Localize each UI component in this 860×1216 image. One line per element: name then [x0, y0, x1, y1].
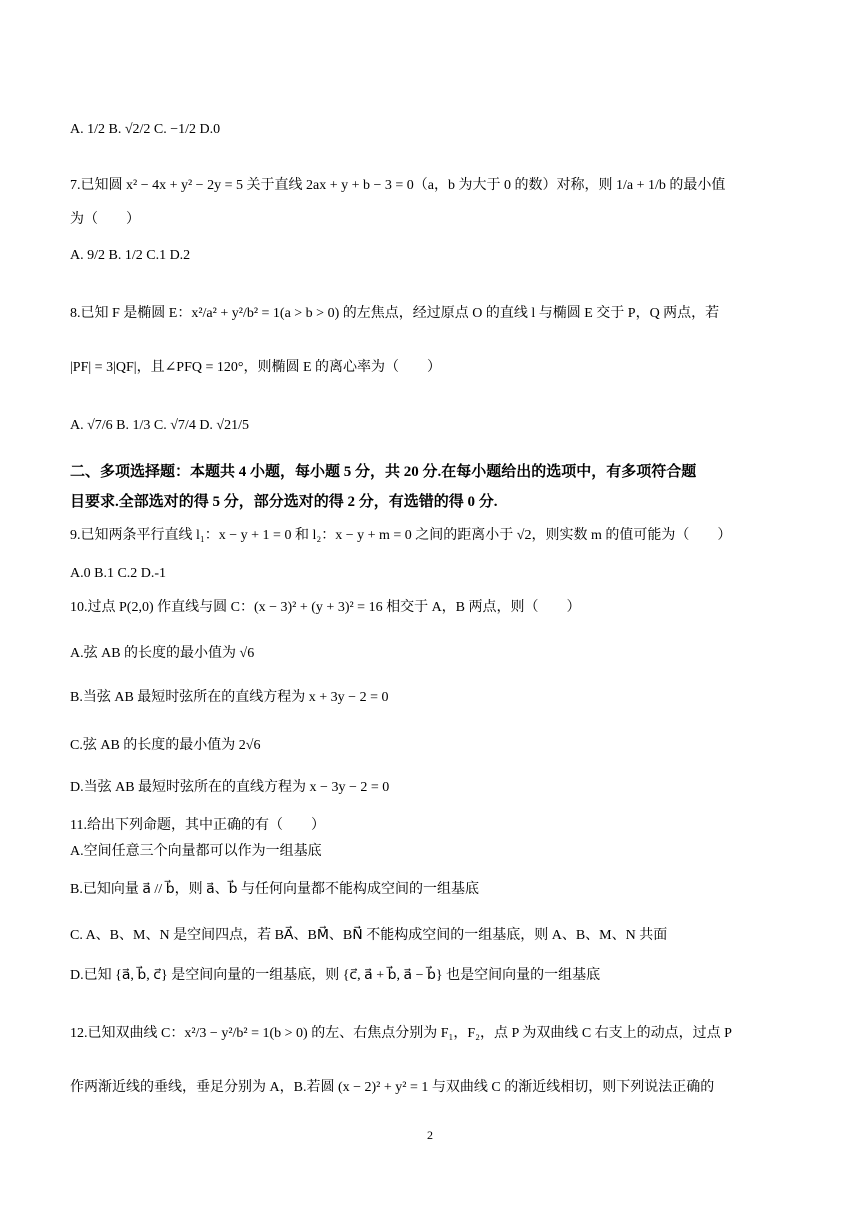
- line-23: 作两渐近线的垂线，垂足分别为 A，B.若圆 (x − 2)² + y² = 1 与双曲线 C 的渐近线相切，则下列说法正确的: [70, 1080, 715, 1095]
- line-6: |PF| = 3|QF|，且∠PFQ = 120°，则椭圆 E 的离心率为（ ）: [70, 360, 442, 375]
- line-13: A.弦 AB 的长度的最小值为 √6: [70, 646, 255, 661]
- line-3: 为（ ）: [70, 212, 140, 227]
- line-14: B.当弦 AB 最短时弦所在的直线方程为 x + 3y − 2 = 0: [70, 690, 389, 705]
- line-19: B.已知向量 a⃗ // b⃗，则 a⃗、b⃗ 与任何向量都不能构成空间的一组基底: [70, 882, 480, 897]
- line-1: A. 1/2 B. √2/2 C. −1/2 D.0: [70, 122, 221, 137]
- line-20: C. A、B、M、N 是空间四点，若 BA⃗、BM⃗、BN⃗ 不能构成空间的一组基底，则 A、B、M、N 共面: [70, 928, 668, 943]
- line-12: 10.过点 P(2,0) 作直线与圆 C：(x − 3)² + (y + 3)² = 16 相交于 A，B 两点，则（ ）: [70, 600, 581, 615]
- section-title-2: 目要求.全部选对的得 5 分，部分选对的得 2 分，有选错的得 0 分.: [70, 494, 498, 510]
- line-7: A. √7/6 B. 1/3 C. √7/4 D. √21/5: [70, 418, 250, 433]
- line-16: D.当弦 AB 最短时弦所在的直线方程为 x − 3y − 2 = 0: [70, 780, 390, 795]
- line-2: 7.已知圆 x² − 4x + y² − 2y = 5 关于直线 2ax + y + b − 3 = 0（a，b 为大于 0 的数）对称，则 1/a + 1/b 的最小值: [70, 178, 726, 193]
- line-17: 11.给出下列命题，其中正确的有（ ）: [70, 818, 325, 833]
- line-15: C.弦 AB 的长度的最小值为 2√6: [70, 738, 261, 753]
- line-10: 9.已知两条平行直线 l₁：x − y + 1 = 0 和 l₂：x − y + m = 0 之间的距离小于 √2，则实数 m 的值可能为（ ）: [70, 528, 732, 543]
- section-title-1: 二、多项选择题：本题共 4 小题，每小题 5 分，共 20 分.在每小题给出的选项中，有多项符合题: [70, 464, 697, 480]
- line-4: A. 9/2 B. 1/2 C.1 D.2: [70, 248, 191, 263]
- line-21: D.已知 {a⃗, b⃗, c⃗} 是空间向量的一组基底，则 {c⃗, a⃗ + b⃗, a⃗ − b⃗} 也是空间向量的一组基底: [70, 968, 601, 983]
- line-5: 8.已知 F 是椭圆 E：x²/a² + y²/b² = 1(a > b > 0) 的左焦点，经过原点 O 的直线 l 与椭圆 E 交于 P，Q 两点，若: [70, 306, 720, 321]
- page-number: 2: [427, 1128, 433, 1142]
- line-22: 12.已知双曲线 C：x²/3 − y²/b² = 1(b > 0) 的左、右焦点分别为 F₁，F₂，点 P 为双曲线 C 右支上的动点，过点 P: [70, 1026, 732, 1041]
- line-18: A.空间任意三个向量都可以作为一组基底: [70, 844, 322, 859]
- line-11: A.0 B.1 C.2 D.-1: [70, 566, 167, 581]
